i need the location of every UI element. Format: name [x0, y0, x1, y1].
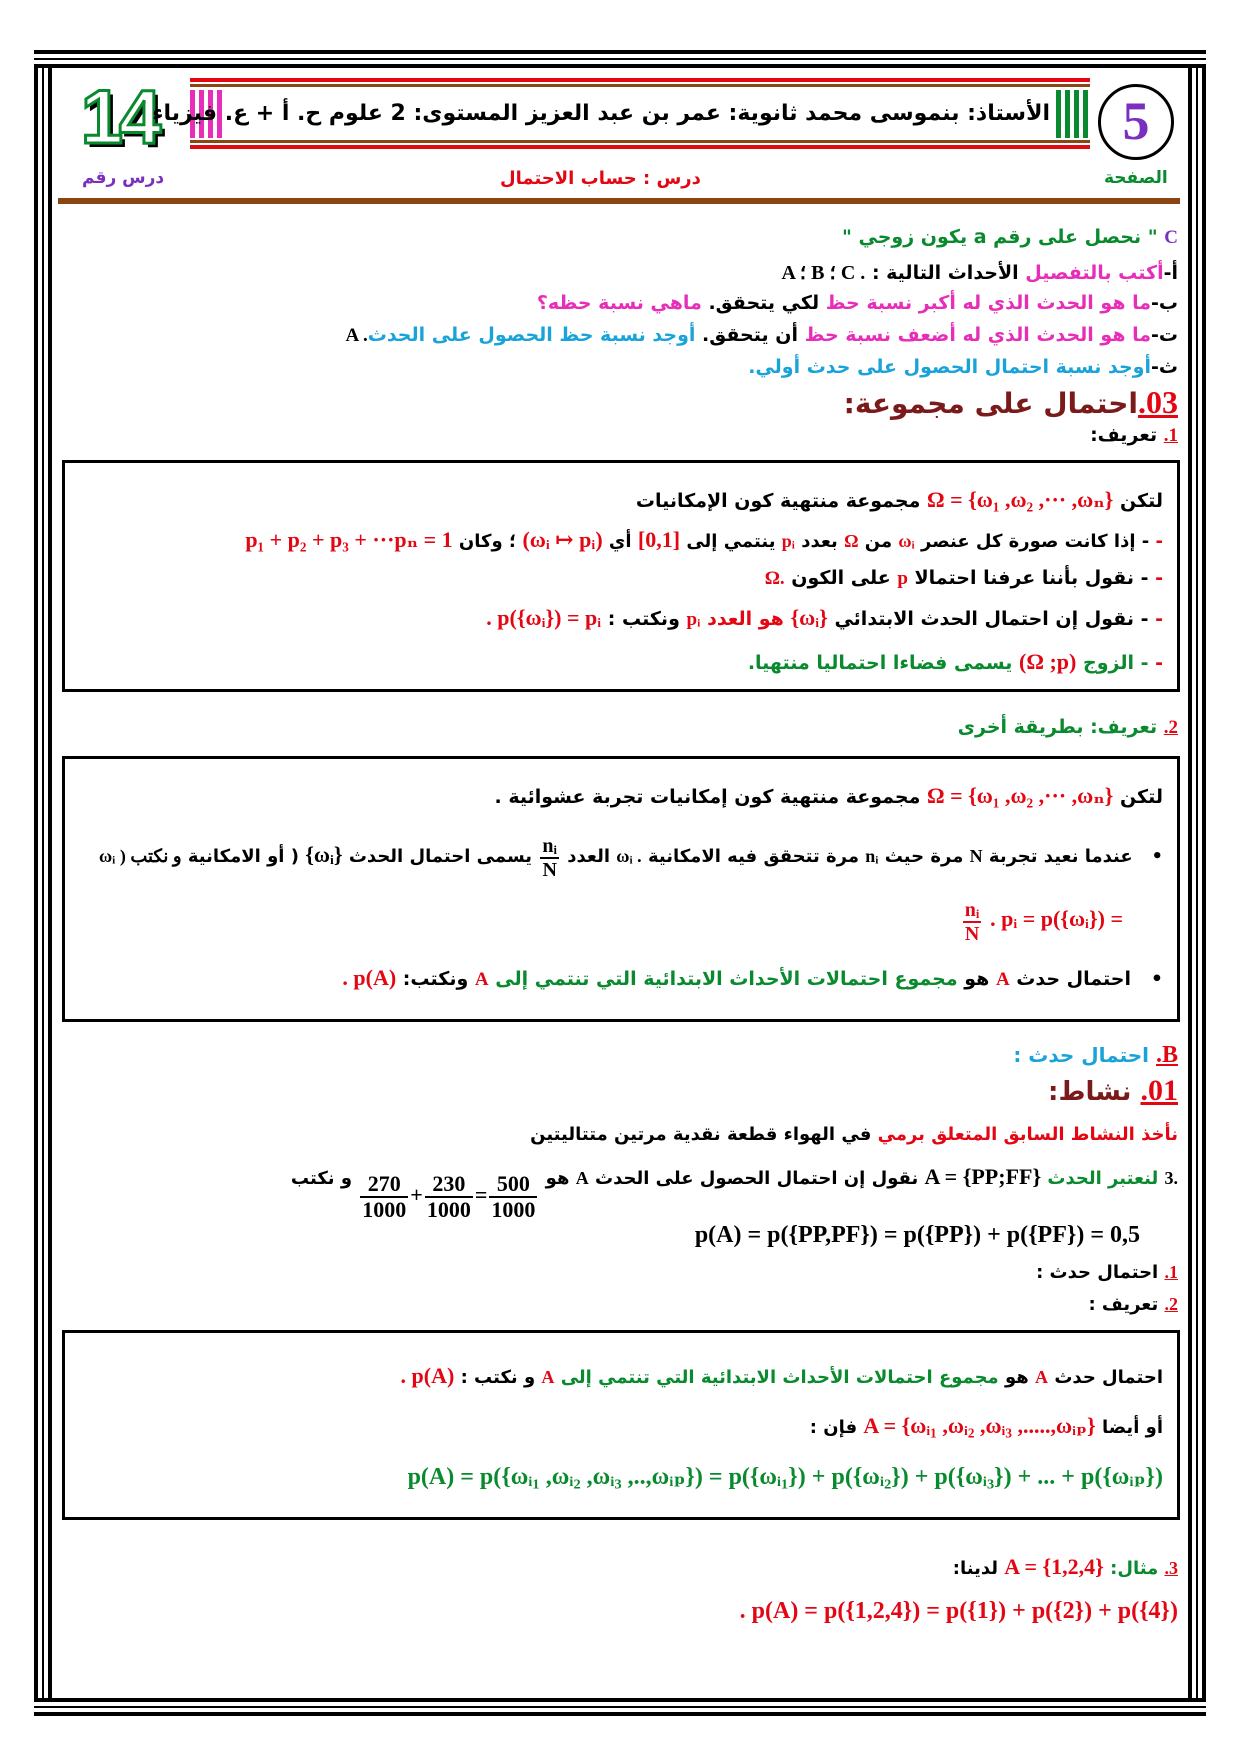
frame-left-rule-3	[48, 68, 52, 1698]
title-band-bottom-dark	[190, 140, 1090, 143]
frame-right-rule-3	[1188, 68, 1192, 1698]
question-t: ت-ما هو الحدث الذي له أضعف نسبة حظ أن يتحقق. أوجد نسبة حظ الحصول على الحدثA .	[345, 324, 1178, 346]
header-title: الأستاذ: بنموسى محمد ثانوية: عمر بن عبد العزيز المستوى: 2 علوم ح. أ + ع. فيزياء	[152, 101, 1050, 126]
box2-line1: لتكن Ω = {ω₁ ,ω₂ ,··· ,ωₙ} مجموعة منتهية كون إمكانيات تجربة عشوائية .	[494, 783, 1163, 808]
event-c-text: " نحصل على رقم a يكون زوجي "	[841, 226, 1158, 248]
question-th: ث-أوجد نسبة احتمال الحصول على حدث أولي.	[748, 356, 1178, 378]
box2-line3: . pᵢ = p({ωᵢ}) = $\frac{\text{nᵢ}}{N}$	[964, 899, 1123, 945]
box1-line2: - - إذا كانت صورة كل عنصر ωᵢ من Ω بعدد pᵢ ينتمي إلى [0,1] أي (ωᵢ ↦ pᵢ) ؛ وكان p₁ + p₂ + p₃ + ···pₙ = 1	[245, 527, 1163, 552]
section-03-title: احتمال على مجموعة:	[843, 387, 1138, 420]
box1-line1: لتكن Ω = {ω₁ ,ω₂ ,··· ,ωₙ} مجموعة منتهية كون الإمكانيات	[635, 487, 1163, 512]
box3-line1: احتمال حدث A هو مجموع احتمالات الأحداث الابتدائية التي تنتمي إلى A و نكتب : . p(A)	[400, 1363, 1163, 1388]
question-a: أ-أكتب بالتفصيل الأحداث التالية : A ؛ B ؛ C .	[781, 262, 1178, 284]
lesson-label: درس رقم	[82, 168, 165, 188]
subsection-2-heading: 2. تعريف: بطريقة أخرى	[957, 716, 1178, 738]
definition-box-3	[62, 1330, 1180, 1520]
page-number-badge: 5	[1098, 84, 1174, 160]
activity2-line3: p(A) = p({PP,PF}) = p({PP}) + p({PF}) = 0,5	[694, 1222, 1140, 1248]
question-b: ب-ما هو الحدث الذي له أكبر نسبة حظ لكي يتحقق. ماهي نسبة حظه؟	[536, 292, 1178, 314]
title-band-top-red	[190, 78, 1090, 82]
page-label: الصفحة	[1104, 168, 1168, 188]
lesson-number-badge: 14	[80, 75, 158, 160]
frame-bottom-rule-3	[34, 1712, 1206, 1716]
activity2-fraction-sum: $\frac{270}{1000}$ + $\frac{230}{1000}$ = $\frac{500}{1000}$	[362, 1170, 536, 1222]
activity2-line1: نأخذ النشاط السابق المتعلق برمي في الهواء قطعة نقدية مرتين متتاليتين	[530, 1124, 1178, 1145]
example-line2: . p(A) = p({1,2,4}) = p({1}) + p({2}) + p({4})	[739, 1598, 1178, 1624]
definition-box-1	[62, 460, 1180, 692]
subsection-2b-heading: 2. تعريف :	[1088, 1294, 1178, 1315]
frame-left-rule	[34, 68, 38, 1698]
box1-line4: - - نقول إن احتمال الحدث الابتدائي {ωᵢ} هو العدد pᵢ ونكتب : . p({ωᵢ}) = pᵢ	[486, 605, 1163, 630]
section-01-heading: 01. نشاط:	[1048, 1074, 1178, 1107]
frame-left-rule-2	[42, 68, 44, 1698]
title-band-bottom-red	[190, 145, 1090, 149]
title-band-top-dark	[190, 84, 1090, 87]
event-c-line: C " نحصل على رقم a يكون زوجي "	[841, 226, 1178, 248]
box2-line2: • عندما نعيد تجربة N مرة حيث nᵢ مرة تتحقق فيه الامكانية ωᵢ . العدد $\frac{\text{nᵢ}}{N}$ يسمى احتمال الحدث {ωᵢ} ( أو الامكانية ωᵢ ) و نكتب	[98, 835, 1163, 881]
example-line1: 3. مثال: A = {1,2,4} لدينا:	[952, 1554, 1178, 1579]
box3-line3: p(A) = p({ωᵢ₁ ,ωᵢ₂ ,ωᵢ₃ ,..,ωᵢₚ}) = p({ωᵢ₁}) + p({ωᵢ₂}) + p({ωᵢ₃}) + ... + p({ωᵢₚ})	[407, 1464, 1163, 1490]
box1-line3: - - نقول بأننا عرفنا احتمالا p على الكون Ω.	[764, 567, 1163, 589]
subsection-1b-heading: 1. احتمال حدث :	[1036, 1262, 1178, 1283]
header-divider	[58, 198, 1180, 204]
frame-top-rule-2	[34, 58, 1206, 60]
definition-box-2	[62, 756, 1180, 1022]
frame-bottom-rule	[34, 1698, 1206, 1702]
title-band	[152, 78, 1090, 148]
box2-line4: • احتمال حدث A هو مجموع احتمالات الأحداث الابتدائية التي تنتمي إلى A ونكتب: . p(A)	[342, 965, 1163, 990]
frame-top-rule	[34, 50, 1206, 54]
title-bars-right	[1056, 90, 1090, 138]
box3-line2: أو أيضا A = {ωᵢ₁ ,ωᵢ₂ ,ωᵢ₃ ,.....,ωᵢₚ} فإن :	[809, 1413, 1163, 1438]
section-03-heading: 03.احتمال على مجموعة:	[843, 384, 1178, 420]
section-b-heading: B. احتمال حدث :	[1013, 1042, 1178, 1068]
frame-top-rule-3	[34, 64, 1206, 68]
frame-right-rule	[1202, 68, 1206, 1698]
lesson-title: درس : حساب الاحتمال	[500, 168, 701, 189]
box1-line5: - - الزوج (Ω ;p) يسمى فضاءا احتماليا منتهيا.	[747, 649, 1163, 674]
frame-right-rule-2	[1196, 68, 1198, 1698]
activity2-line2: 3. لنعتبر الحدث A = {PP;FF} نقول إن احتمال الحصول على الحدث A هو $\frac{270}{1000}$ + $\frac{230}{1000}$ = $\frac{500}{1000}$ و نكتب	[290, 1164, 1178, 1222]
subsection-1-heading: 1. تعريف:	[1090, 424, 1178, 446]
frame-bottom-rule-2	[34, 1706, 1206, 1708]
